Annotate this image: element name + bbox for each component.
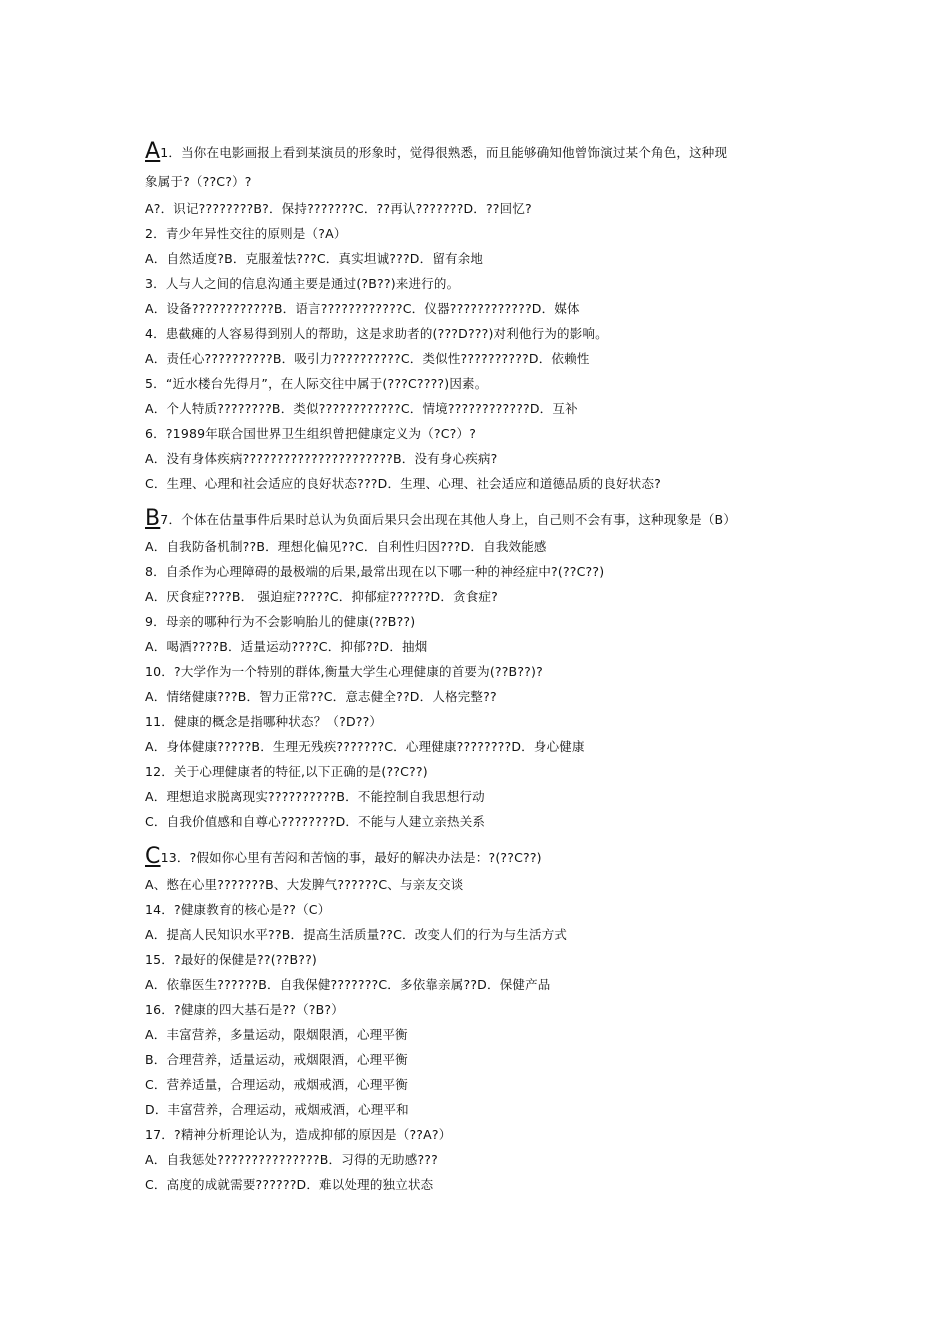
question-4: 4．患截瘫的人容易得到别人的帮助，这是求助者的(???D???)对利他行为的影响。 xyxy=(145,326,608,341)
question-1-options: A?．识记????????B?．保持???????C．??再认???????D．??回忆? xyxy=(145,201,532,216)
question-6-options-cd: C．生理、心理和社会适应的良好状态???D．生理、心理、社会适应和道德品质的良好状态? xyxy=(145,476,661,491)
question-6-options-ab: A．没有身体疾病??????????????????????B．没有身心疾病? xyxy=(145,451,498,466)
question-2-options: A．自然适度?B．克服羞怯???C．真实坦诚???D．留有余地 xyxy=(145,251,484,266)
question-17: 17．?精神分析理论认为，造成抑郁的原因是（??A?） xyxy=(145,1127,452,1142)
question-12: 12．关于心理健康者的特征,以下正确的是(??C??) xyxy=(145,764,428,779)
question-4-options: A．责任心??????????B．吸引力??????????C．类似性??????????D．依赖性 xyxy=(145,351,590,366)
question-3-options: A．设备????????????B．语言????????????C．仪器????????????D．媒体 xyxy=(145,301,580,316)
question-16-option-a: A．丰富营养，多量运动，限烟限酒，心理平衡 xyxy=(145,1027,408,1042)
question-1-continued: 象属于?（??C?）? xyxy=(145,174,252,189)
question-17-options-cd: C．高度的成就需要??????D．难以处理的独立状态 xyxy=(145,1177,434,1192)
question-9-options: A．喝酒????B．适量运动????C．抑郁??D．抽烟 xyxy=(145,639,428,654)
question-14: 14．?健康教育的核心是??（C） xyxy=(145,902,331,917)
question-13: C13．?假如你心里有苦闷和苦恼的事，最好的解决办法是：?(??C??) xyxy=(145,844,542,869)
question-17-options-ab: A．自我惩处???????????????B．习得的无助感??? xyxy=(145,1152,438,1167)
question-11-options: A．身体健康?????B．生理无残疾???????C．心理健康????????D．身心健康 xyxy=(145,739,585,754)
question-5-options: A．个人特质????????B．类似????????????C．情境????????????D．互补 xyxy=(145,401,578,416)
question-15: 15．?最好的保健是??(??B??) xyxy=(145,952,317,967)
question-12-options-ab: A．理想追求脱离现实??????????B．不能控制自我思想行动 xyxy=(145,789,485,804)
question-16: 16．?健康的四大基石是??（?B?） xyxy=(145,1002,344,1017)
question-16-option-c: C．营养适量，合理运动，戒烟戒酒，心理平衡 xyxy=(145,1077,408,1092)
question-8: 8．自杀作为心理障碍的最极端的后果,最常出现在以下哪一种的神经症中?(??C??) xyxy=(145,564,605,579)
question-9: 9．母亲的哪种行为不会影响胎儿的健康(??B??) xyxy=(145,614,416,629)
question-7: B7．个体在估量事件后果时总认为负面后果只会出现在其他人身上，自己则不会有事，这种现象是（B） xyxy=(145,506,737,531)
question-list xyxy=(145,138,825,1197)
question-8-options: A．厌食症????B． 强迫症?????C．抑郁症??????D．贪食症? xyxy=(145,589,499,604)
question-10-options: A．情绪健康???B．智力正常??C．意志健全??D．人格完整?? xyxy=(145,689,497,704)
question-2: 2．青少年异性交往的原则是（?A） xyxy=(145,226,347,241)
question-16-option-b: B．合理营养，适量运动，戒烟限酒，心理平衡 xyxy=(145,1052,408,1067)
section-letter-a: A xyxy=(145,139,161,164)
question-11: 11．健康的概念是指哪种状态？（?D??） xyxy=(145,714,383,729)
question-13-options: A、憋在心里???????B、大发脾气??????C、与亲友交谈 xyxy=(145,877,464,892)
section-letter-b: B xyxy=(145,506,161,531)
section-letter-c: C xyxy=(145,844,161,869)
question-7-options: A．自我防备机制??B．理想化偏见??C．自利性归因???D．自我效能感 xyxy=(145,539,547,554)
question-10: 10．?大学作为一个特别的群体,衡量大学生心理健康的首要为(??B??)? xyxy=(145,664,543,679)
question-14-options: A．提高人民知识水平??B．提高生活质量??C．改变人们的行为与生活方式 xyxy=(145,927,568,942)
question-6: 6．?1989年联合国世界卫生组织曾把健康定义为（?C?）? xyxy=(145,426,477,441)
question-1: A1．当你在电影画报上看到某演员的形象时，觉得很熟悉，而且能够确知他曾饰演过某个角色，这种现 xyxy=(145,139,728,164)
question-5: 5．“近水楼台先得月”，在人际交往中属于(???C????)因素。 xyxy=(145,376,488,391)
question-16-option-d: D．丰富营养，合理运动，戒烟戒酒，心理平和 xyxy=(145,1102,409,1117)
question-3: 3．人与人之间的信息沟通主要是通过(?B??)来进行的。 xyxy=(145,276,460,291)
question-15-options: A．依靠医生??????B．自我保健???????C．多依靠亲属??D．保健产品 xyxy=(145,977,551,992)
question-12-options-cd: C．自我价值感和自尊心????????D．不能与人建立亲热关系 xyxy=(145,814,486,829)
